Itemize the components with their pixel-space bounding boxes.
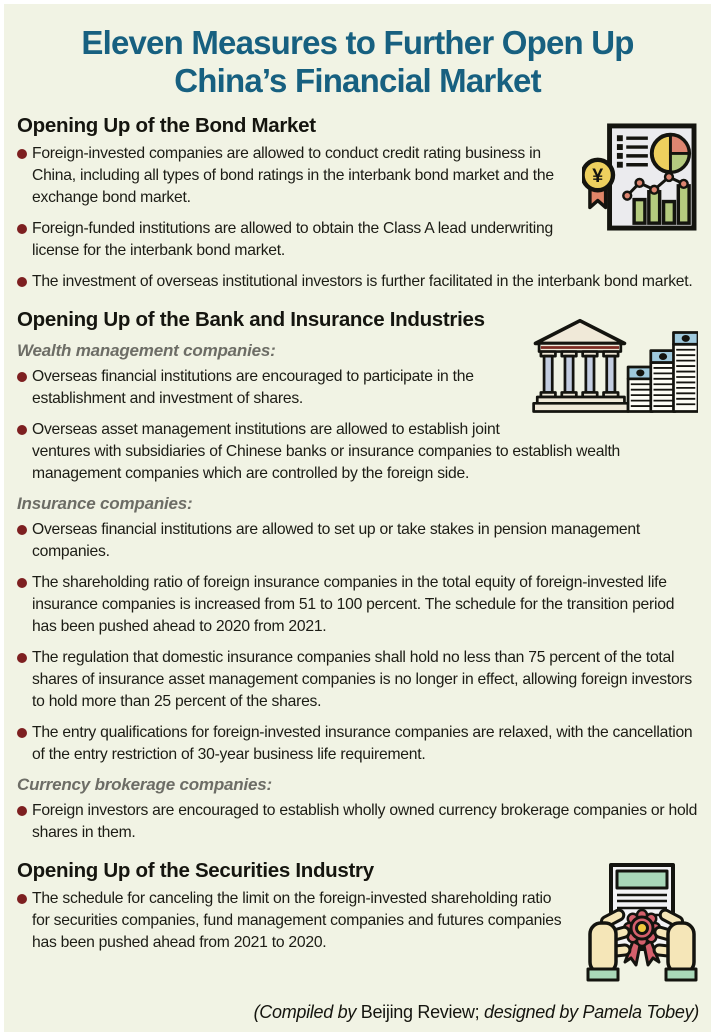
bullet-text: Overseas asset management institutions are allowed to establish joint ventures with subsidiaries of Chinese banks or insurance companies to establish wealth management companies which are controlled by the foreign side. <box>32 421 621 483</box>
page-title-line1: Eleven Measures to Further Open Up <box>81 24 634 61</box>
bullet-item <box>17 366 698 410</box>
bullet-text: The entry qualifications for foreign-invested insurance companies are relaxed, with the cancellation of the entry restriction of 30-year business life requirement. <box>32 724 693 764</box>
bullet-item <box>17 519 698 563</box>
page-title <box>17 24 698 99</box>
section-heading-securities: Opening Up of the Securities Industry <box>17 859 374 883</box>
bullet-item <box>17 572 698 638</box>
bullet-text: Foreign-invested companies are allowed to conduct credit rating business in China, including all types of bond ratings in the interbank bond market and the exchange bond market. <box>32 145 554 207</box>
bullet-dot <box>17 224 27 234</box>
bullet-dot <box>17 653 27 663</box>
section-heading-bank-insurance: Opening Up of the Bank and Insurance Industries <box>17 308 485 332</box>
bullet-dot <box>17 806 27 816</box>
subheading-currency-brokerage: Currency brokerage companies: <box>17 775 272 795</box>
bullet-dot <box>17 149 27 159</box>
section-heading-bond: Opening Up of the Bond Market <box>17 114 316 138</box>
bullet-text: Overseas financial institutions are allowed to set up or take stakes in pension management companies. <box>32 521 640 561</box>
bullet-item <box>17 800 698 844</box>
bullet-dot <box>17 578 27 588</box>
bullet-dot <box>17 425 27 435</box>
bond-bullet-list <box>17 143 698 293</box>
credit-publisher: Beijing Review; <box>360 1002 485 1022</box>
bullet-dot <box>17 525 27 535</box>
bullet-text: The schedule for canceling the limit on the foreign-invested shareholding ratio for securities companies, fund management companies and futures companies has been pushed ahead from 2021 to 2020. <box>32 890 562 952</box>
section-securities <box>17 859 698 954</box>
bullet-item <box>17 647 698 713</box>
securities-bullet-list <box>17 888 698 954</box>
subheading-insurance: Insurance companies: <box>17 494 193 514</box>
bullet-item <box>17 143 698 209</box>
bullet-text: Foreign-funded institutions are allowed to obtain the Class A lead underwriting license for the interbank bond market. <box>32 220 553 260</box>
subheading-wealth-management: Wealth management companies: <box>17 341 276 361</box>
bullet-item <box>17 271 698 293</box>
bullet-item <box>17 888 698 954</box>
insurance-bullet-list <box>17 519 698 766</box>
section-bank-insurance <box>17 308 698 844</box>
bullet-item <box>17 722 698 766</box>
infographic-canvas <box>4 4 711 1032</box>
bullet-dot <box>17 372 27 382</box>
bullet-text: Foreign investors are encouraged to establish wholly owned currency brokerage companies or hold shares in them. <box>32 802 698 842</box>
credit-compiled-by: (Compiled by <box>253 1002 361 1022</box>
section-bond-market <box>17 114 698 293</box>
wealth-bullet-list <box>17 366 698 485</box>
credit-designed-by: designed by Pamela Tobey) <box>484 1002 699 1022</box>
yen-symbol: ¥ <box>592 165 604 188</box>
bullet-dot <box>17 277 27 287</box>
bullet-text: The regulation that domestic insurance companies shall hold no less than 75 percent of the total shares of insurance asset management companies is no longer in effect, allowing foreign investors to hold more than 25 percent of the shares. <box>32 649 692 711</box>
bullet-text: Overseas financial institutions are encouraged to participate in the establishment and investment of shares. <box>32 368 474 408</box>
bullet-dot <box>17 894 27 904</box>
bullet-item <box>17 218 698 262</box>
credit-line <box>254 1002 699 1023</box>
bullet-dot <box>17 728 27 738</box>
currency-bullet-list <box>17 800 698 844</box>
bullet-text: The investment of overseas institutional investors is further facilitated in the interbank bond market. <box>32 273 693 291</box>
bullet-item <box>17 419 698 485</box>
bullet-text: The shareholding ratio of foreign insurance companies in the total equity of foreign-invested life insurance companies is increased from 51 to 100 percent. The schedule for the transition period has been pushed ahead to 2020 from 2021. <box>32 574 675 636</box>
page-title-line2: China’s Financial Market <box>174 61 541 99</box>
